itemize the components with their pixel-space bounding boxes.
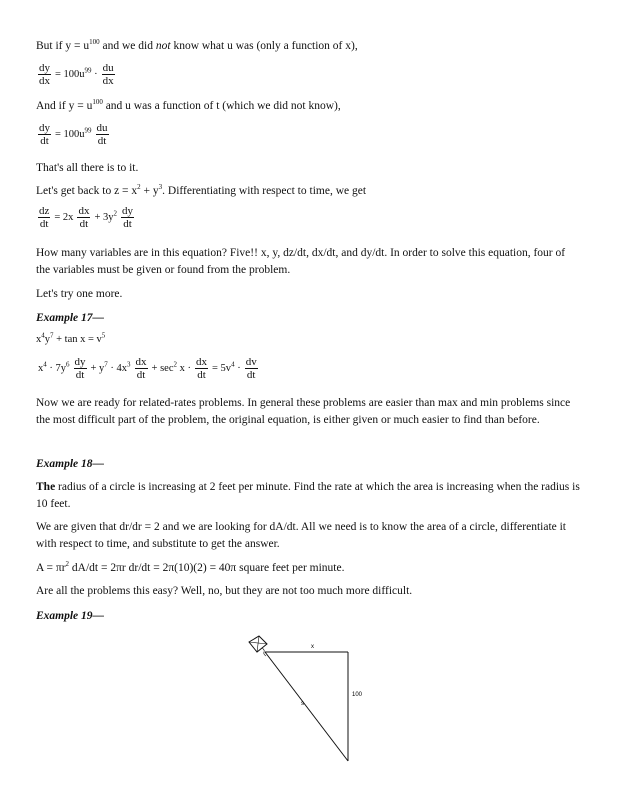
paragraph-9: We are given that dr/dr = 2 and we are looking for dA/dt. All we need is to know the area of a circle, differentiate it with respect to time, and substitute to get the answer. [36, 521, 567, 550]
paragraph-7: Now we are ready for related-rates problems. In general these problems are easier than max and min problems since the most difficult part of the problem, the original equation, is either given or much easier to find than before. [36, 397, 571, 426]
kite-triangle-diagram [245, 632, 375, 767]
kite-icon [249, 636, 267, 656]
label-x: x [311, 644, 314, 650]
paragraph-6: Let's try one more. [36, 288, 123, 300]
example-17-heading: Example 17— [36, 312, 105, 324]
example-18-heading: Example 18— [36, 458, 105, 470]
equation-5: $x^4 \cdot 7y^6$ $\frac{dy}{dt}$ + $y^7 \cdot 4x^3$ $\frac{dx}{dt}$ + $\sec^2 x$ · $\frac{dx}{dt}$ = $5v^4$ · $\frac{dv}{dt}$ [38, 356, 257, 381]
equation-2: $\frac{dy}{dt}$ = $100u^{99}$ $\frac{du}{dt}$ [39, 122, 108, 147]
equation-4: $x^4y^7 + \tan x = v^5$ [36, 331, 106, 345]
paragraph-4: Let's get back to $z = x^2 + y^3$. Differentiating with respect to time, we get [36, 183, 367, 197]
paragraph-2: And if $y = u^{100}$ and u was a function of t (which we did not know), [36, 98, 341, 112]
paragraph-1: But if $y = u^{100}$ and we did not know what u was (only a function of x), [36, 38, 358, 52]
label-s: s [301, 701, 304, 707]
example-19-heading: Example 19— [36, 610, 105, 622]
equation-1: $\frac{dy}{dx}$ = $100u^{99}$ · $\frac{du}{dx}$ [39, 62, 114, 87]
paragraph-10: $A = \pi r^2$ dA/dt = 2πr dr/dt = 2π(10)(2) = 40π square feet per minute. [36, 560, 345, 574]
paragraph-3: That's all there is to it. [36, 162, 139, 174]
paragraph-11: Are all the problems this easy? Well, no, but they are not too much more difficult. [36, 585, 413, 597]
paragraph-5: How many variables are in this equation? Five!! x, y, dz/dt, dx/dt, and dy/dt. In order to solve this equation, four of the variables must be given or found from the problem. [36, 247, 566, 276]
label-100: 100 [352, 692, 363, 698]
equation-3: $\frac{dz}{dt}$ = 2x $\frac{dx}{dt}$ + $3y^2$ $\frac{dy}{dt}$ [39, 205, 133, 230]
paragraph-8: The radius of a circle is increasing at 2 feet per minute. Find the rate at which the area is increasing when the radius is 10 feet. [36, 481, 580, 510]
hypotenuse [265, 652, 348, 761]
